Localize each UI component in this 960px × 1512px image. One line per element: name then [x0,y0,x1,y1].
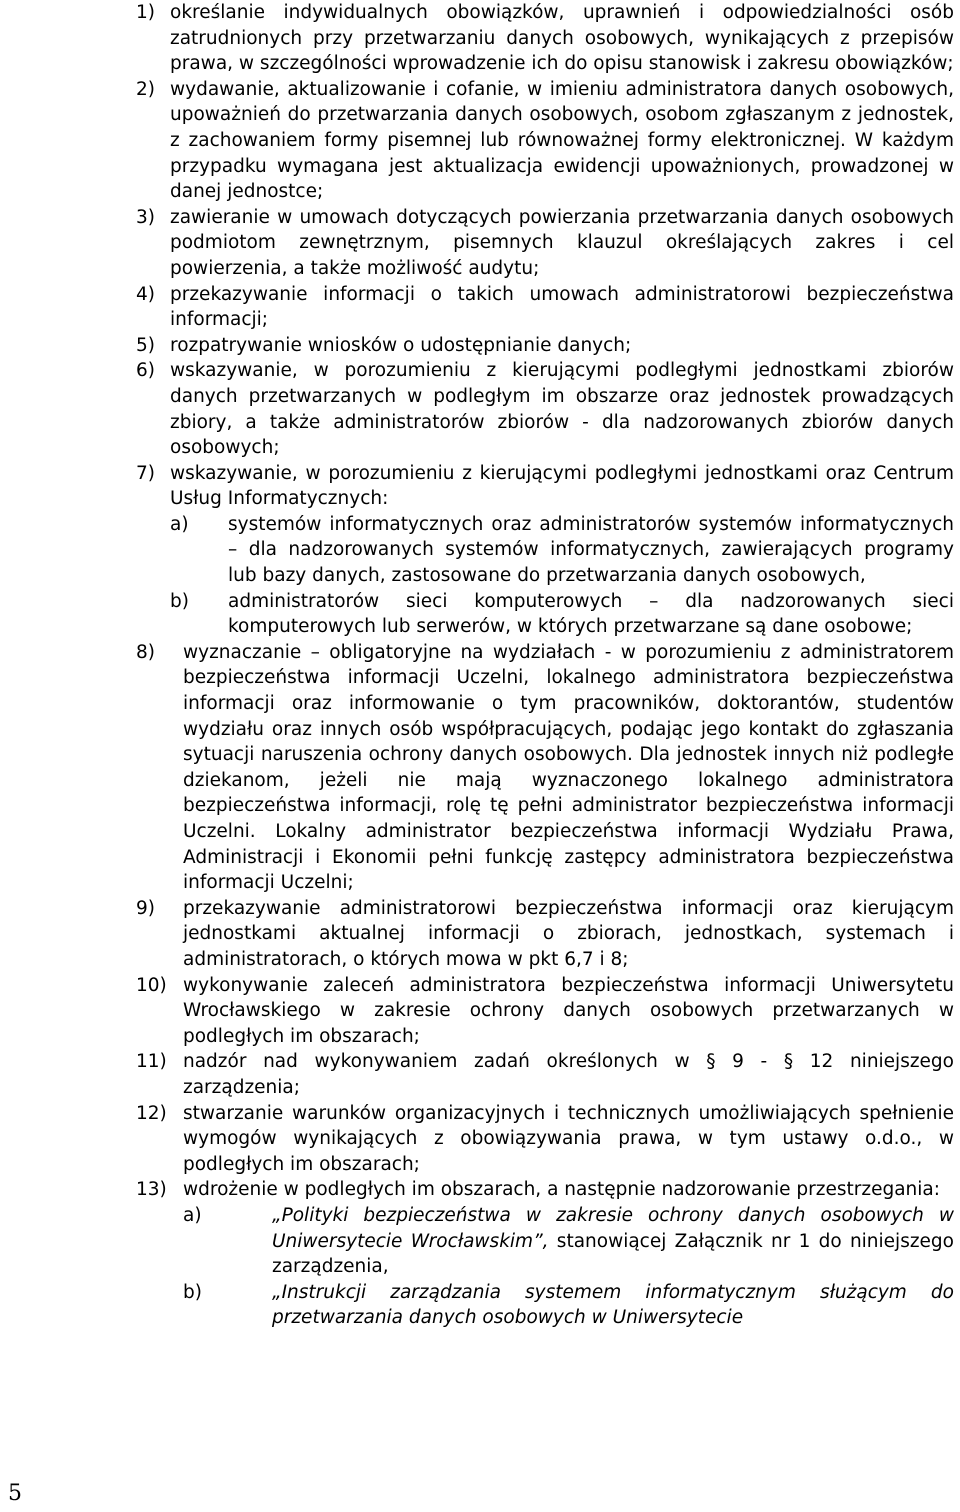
list-item [136,333,954,359]
item-text: stwarzanie warunków organizacyjnych i technicznych umożliwiających spełnienie wymogów wynikających z obowiązywania prawa, w tym ustawy o.d.o., w podległych im obszarach; [183,1102,954,1175]
item-number: 4) [136,283,155,305]
item-number: 1) [136,2,155,23]
document-title-italic: „Instrukcji zarządzania systemem informatycznym służącym do przetwarzania danych osobowych w Uniwersytecie [272,1281,954,1329]
item-number: 11) [136,1051,167,1073]
item-number: 7) [136,462,155,484]
item-number: 6) [136,360,155,382]
sub-item-letter: b) [170,590,189,612]
item-text: określanie indywidualnych obowiązków, uprawnień i odpowiedzialności osób zatrudnionych przy przetwarzaniu danych osobowych, wynikających z przepisów prawa, w szczególności wprowadzenie ich do opisu stanowisk i zakresu obowiązków; [170,2,954,75]
list-item [136,1177,954,1203]
sub-item-text: stanowiącej Załącznik nr 1 do niniejszego zarządzenia, [272,1230,954,1278]
item-text: wykonywanie zaleceń administratora bezpieczeństwa informacji Uniwersytetu Wrocławskiego w zakresie ochrony danych osobowych przetwarzanych w podległych im obszarach; [183,974,954,1047]
list-item [136,640,954,896]
document-body [136,0,954,1331]
sub-item-letter: a) [170,513,189,535]
list-item [136,1049,954,1100]
item-number: 13) [136,1179,167,1201]
sub-list-item [170,512,954,589]
list-item [136,77,954,205]
item-text: wyznaczanie – obligatoryjne na wydziałach - w porozumieniu z administratorem bezpieczeństwa informacji Uczelni, lokalnego administratora bezpieczeństwa informacji oraz informowanie o tym pracowników, doktorantów, studentów wydziału oraz innych osób współpracujących, podając jego kontakt do zgłaszania sytuacji naruszenia ochrony danych osobowych. Dla jednostek innych niż podległe dziekanom, jeżeli nie mają wyznaczonego lokalnego administratora bezpieczeństwa informacji, rolę tę pełni administrator bezpieczeństwa informacji Uczelni. Lokalny administrator bezpieczeństwa informacji Wydziału Prawa, Administracji i Ekonomii pełni funkcję zastępcy administratora bezpieczeństwa informacji Uczelni; [183,641,954,894]
item-number: 2) [136,78,155,100]
sub-item-text: administratorów sieci komputerowych – dla nadzorowanych sieci komputerowych lub serwerów, w których przetwarzane są dane osobowe; [228,590,954,638]
item-number: 5) [136,334,155,356]
item-number: 9) [136,897,155,919]
list-item [136,973,954,1050]
list-item [136,461,954,512]
item-number: 3) [136,206,155,228]
item-text: nadzór nad wykonywaniem zadań określonych w § 9 - § 12 niniejszego zarządzenia; [183,1051,954,1098]
sub-list-item [183,1280,954,1331]
item-text: przekazywanie administratorowi bezpieczeństwa informacji oraz kierującym jednostkami aktualnej informacji o zbiorach, jednostkach, systemach i administratorach, o których mowa w pkt 6,7 i 8; [183,897,954,970]
item-text: wydawanie, aktualizowanie i cofanie, w imieniu administratora danych osobowych, upoważnień do przetwarzania danych osobowych, osobom zgłaszanym z jednostek, z zachowaniem formy pisemnej lub równoważnej formy elektronicznej. W każdym przypadku wymagana jest aktualizacja ewidencji upoważnionych, prowadzonej w danej jednostce; [170,78,954,203]
item-number: 8) [136,641,155,663]
list-item [136,358,954,460]
item-text: wskazywanie, w porozumieniu z kierującymi podległymi jednostkami zbiorów danych przetwarzanych w podległym im obszarze oraz jednostek prowadzących zbiory, a także administratorów zbiorów - dla nadzorowanych zbiorów danych osobowych; [170,360,954,459]
list-item [136,205,954,282]
item-text: wdrożenie w podległych im obszarach, a następnie nadzorowanie przestrzegania: [183,1179,940,1201]
document-title-italic: „Polityki bezpieczeństwa w zakresie ochrony danych osobowych w Uniwersytecie Wrocławskim”, [272,1204,954,1252]
list-item [136,896,954,973]
item-text: zawieranie w umowach dotyczących powierzania przetwarzania danych osobowych podmiotom zewnętrznym, pisemnych klauzul określających zakres i cel powierzenia, a także możliwość audytu; [170,206,954,279]
item-text: rozpatrywanie wniosków o udostępnianie danych; [170,334,632,356]
item-number: 10) [136,974,167,996]
sub-item-text: systemów informatycznych oraz administratorów systemów informatycznych – dla nadzorowanych systemów informatycznych, zawierających programy lub bazy danych, zastosowane do przetwarzania danych osobowych, [228,513,954,587]
sub-list-item [183,1203,954,1280]
sub-item-letter: a) [183,1204,202,1226]
sub-list-item [170,589,954,640]
list-item [136,1101,954,1178]
item-text: wskazywanie, w porozumieniu z kierującymi podległymi jednostkami oraz Centrum Usług Informatycznych: [170,462,954,510]
item-text: przekazywanie informacji o takich umowach administratorowi bezpieczeństwa informacji; [170,283,954,331]
list-item [136,282,954,333]
list-item [136,0,954,77]
sub-item-letter: b) [183,1281,202,1303]
page-number: 5 [8,1481,22,1506]
item-number: 12) [136,1102,167,1124]
